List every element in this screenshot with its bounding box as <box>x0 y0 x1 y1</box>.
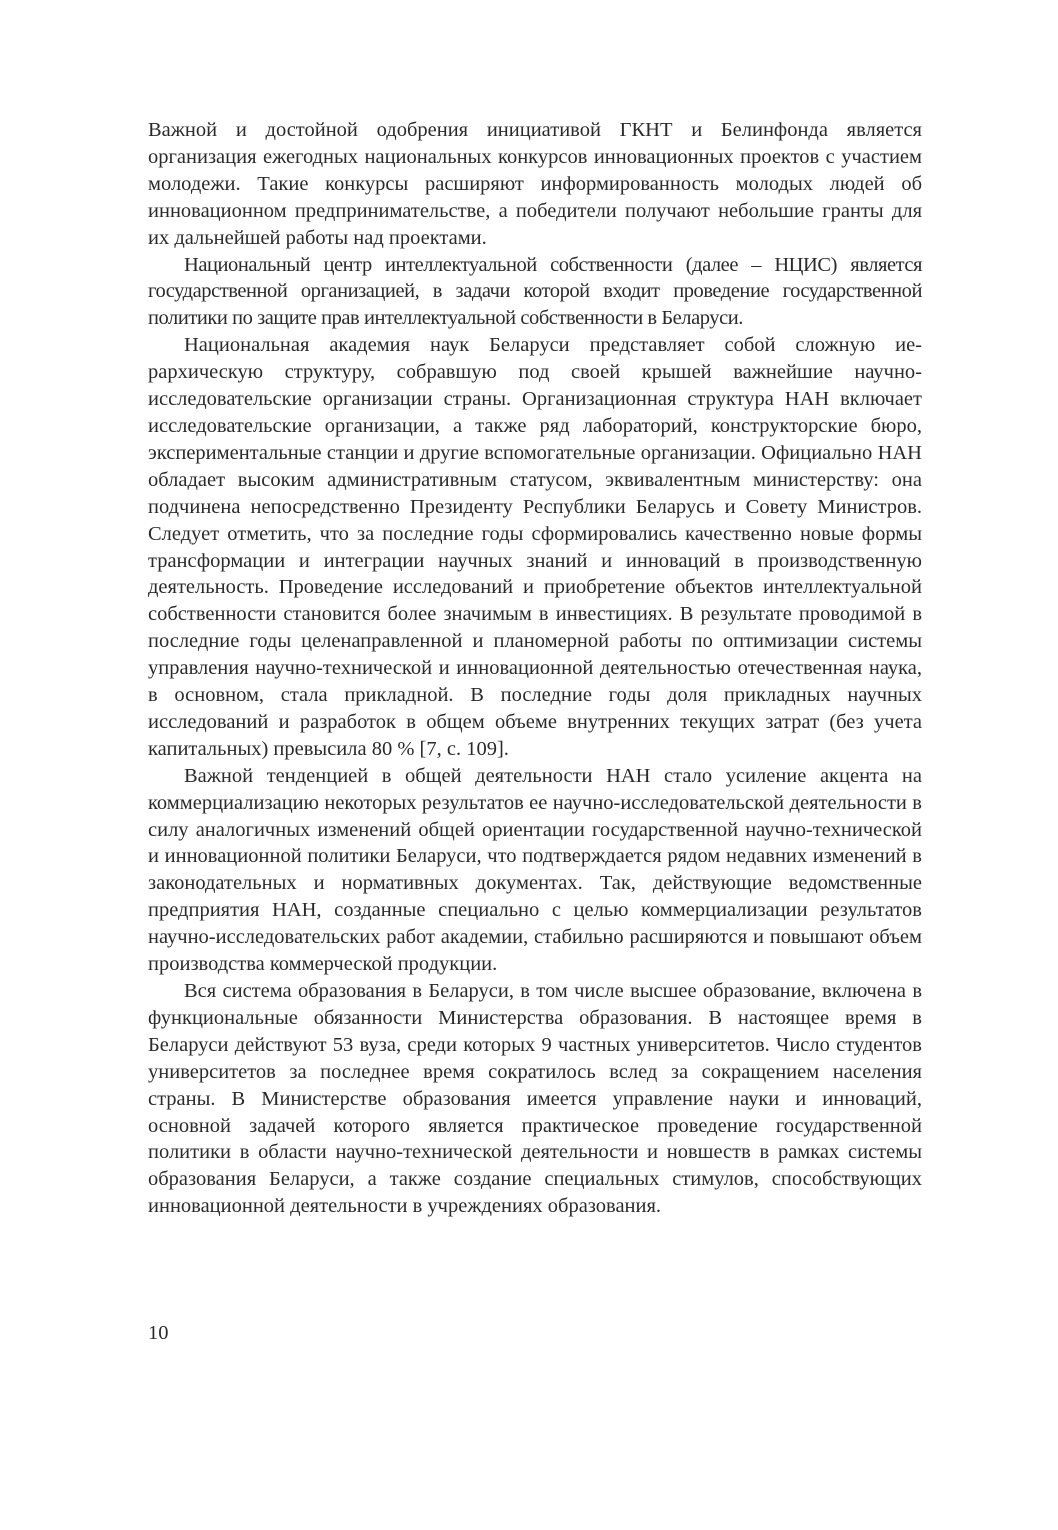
paragraph-4: Важной тенденцией в общей деятельности НАН стало усиление акцента на коммерциализацию некоторых результатов ее научно-исследовательской деятельности в силу аналогичных изменений общей ориентации государственной научно-технической и инновационной политики Беларуси, что подтверждается рядом недавних изменений в законодательных и нормативных документах. Так, действующие ведомственные предприятия НАН, созданные специально с целью коммерциализации результатов научно-исследовательских работ академии, стабильно расширяются и повышают объем производства коммерческой продукции. <box>148 764 922 976</box>
document-body <box>148 117 922 1220</box>
paragraph-5: Вся система образования в Беларуси, в том числе высшее образование, включена в функциональные обязанности Министерства образования. В настоящее время в Беларуси действуют 53 вуза, среди которых 9 частных университетов. Число студентов университетов за последнее время сократилось вслед за сокращением населения страны. В Министерстве образования имеется управление науки и инноваций, основной задачей которого является практическое проведение государственной политики в области научно-технической деятельности и новшеств в рамках системы образования Беларуси, а также создание специальных стимулов, способствующих инновационной деятельности в учреждениях образования. <box>148 980 922 1218</box>
page-number: 10 <box>148 1322 169 1344</box>
paragraph-3: Национальная академия наук Беларуси представляет собой сложную иерархическую структуру, собравшую под своей крышей важнейшие научно-исследовательские организации страны. Организационная структура НАН включает исследовательские организации, а также ряд лабораторий, конструкторские бюро, экспериментальные станции и другие вспомогательные организации. Официально НАН обладает высоким административным статусом, эквивалентным министерству: она подчинена непосредственно Президенту Республики Беларусь и Совету Министров. Следует отметить, что за последние годы сформировались качественно новые формы трансформации и интеграции научных знаний и инноваций в производственную деятельность. Проведение исследований и приобретение объектов интеллектуальной собственности становится более значимым в инвестициях. В результате проводимой в последние годы целенаправленной и планомерной работы по оптимизации системы управления научно-технической и инновационной деятельностью отечественная наука, в основном, стала прикладной. В последние годы доля прикладных научных исследований и разработок в общем объеме внутренних текущих затрат (без учета капитальных) превысила 80 % [7, с. 109]. <box>148 334 922 760</box>
paragraph-1: Важной и достойной одобрения инициативой ГКНТ и Белинфонда является организация ежегодных национальных конкурсов инновационных проектов с участием молодежи. Такие конкурсы расширяют информированность молодых людей об инновационном предпринимательстве, а победители получают небольшие гранты для их дальнейшей работы над проектами. <box>148 119 922 249</box>
paragraph-2: Национальный центр интеллектуальной собственности (далее – НЦИС) является государственной организацией, в задачи которой входит проведение государственной политики по защите прав интеллектуальной собственности в Беларуси. <box>148 253 922 330</box>
